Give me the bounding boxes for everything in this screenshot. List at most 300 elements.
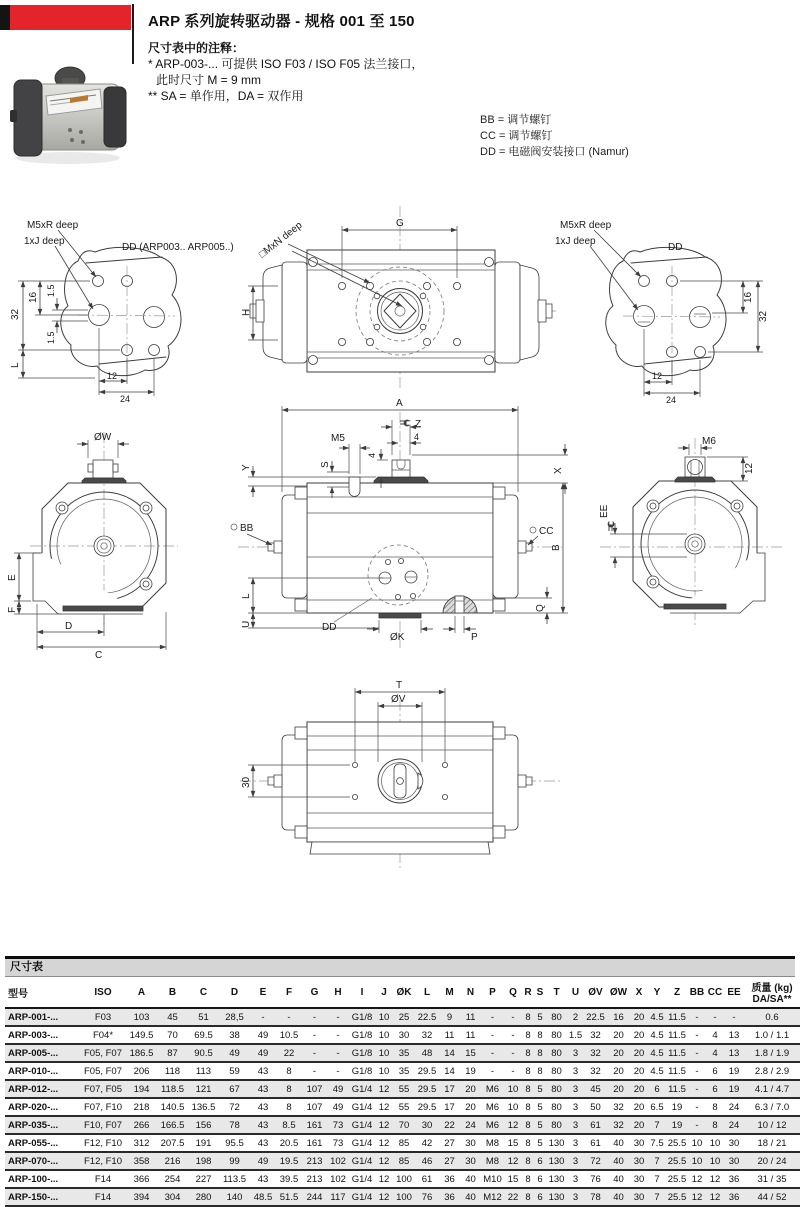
value-cell: 8.5 [282, 1119, 296, 1131]
value-cell: 15 [507, 1173, 519, 1185]
value-cell: 394 [133, 1191, 150, 1203]
value-cell: 9 [446, 1011, 453, 1023]
value-cell: 3 [572, 1191, 579, 1203]
value-cell: 19 [671, 1119, 683, 1131]
value-cell: 20 [633, 1029, 645, 1041]
value-cell: - [695, 1011, 699, 1023]
value-cell: F07, F05 [83, 1083, 123, 1095]
value-cell: 61 [590, 1137, 601, 1149]
value-cell: G1/8 [351, 1011, 373, 1023]
value-cell: 24 [728, 1119, 740, 1131]
value-cell: 10 [507, 1101, 519, 1113]
dimension-data-table [5, 977, 800, 1207]
value-cell: 8 [525, 1065, 531, 1077]
notes-block [148, 40, 423, 104]
value-cell: 40 [613, 1137, 624, 1149]
value-cell: 36 [728, 1173, 740, 1185]
dim-label: 1xJ deep [24, 236, 65, 247]
value-cell: G1/4 [351, 1101, 373, 1113]
value-cell: 304 [164, 1191, 181, 1203]
value-cell: 32 [590, 1047, 601, 1059]
model-cell: ARP-005-... [8, 1047, 59, 1059]
value-cell: 36 [444, 1173, 455, 1185]
value-cell: 7 [654, 1119, 660, 1131]
value-cell: 10 [691, 1155, 703, 1167]
value-cell: 19 [465, 1065, 476, 1077]
table-row [5, 1026, 800, 1044]
page-title: ARP 系列旋转驱动器 - 规格 001 至 150 [148, 13, 415, 30]
value-cell: 43 [257, 1119, 269, 1131]
dim-label: U [241, 620, 252, 628]
value-cell: 5 [537, 1011, 543, 1023]
value-cell: G1/4 [351, 1155, 373, 1167]
header-divider [132, 4, 134, 64]
value-cell: 7 [654, 1191, 660, 1203]
table-row [5, 1116, 800, 1134]
value-cell: 7 [654, 1155, 660, 1167]
dim-label: 12 [652, 371, 663, 381]
dim-label: F [7, 606, 18, 613]
col-header-weight [744, 977, 800, 1008]
col-header: 型号 [8, 988, 28, 1000]
value-cell: 8 [712, 1101, 718, 1113]
col-header: H [334, 986, 342, 998]
value-cell: 130 [548, 1137, 565, 1149]
value-cell: 130 [548, 1155, 565, 1167]
value-cell: 11.5 [668, 1029, 686, 1041]
model-cell: ARP-100-... [8, 1173, 59, 1185]
dim-label: Y [241, 464, 252, 471]
dim-label: T [396, 680, 403, 691]
value-cell: 7.5 [650, 1137, 664, 1149]
weight-header-line1: 质量 (kg) [751, 983, 793, 994]
dim-label: M5 [331, 433, 345, 444]
value-cell: 10.5 [279, 1029, 299, 1041]
value-cell: - [287, 1011, 291, 1023]
value-cell: 25.5 [667, 1137, 687, 1149]
value-cell: 46 [421, 1155, 433, 1167]
end-view-left [7, 432, 178, 661]
value-cell: 8 [286, 1101, 292, 1113]
value-cell: 6.5 [650, 1101, 664, 1113]
value-cell: 17 [444, 1083, 455, 1095]
value-cell: 1.8 / 1.9 [754, 1047, 790, 1059]
table-row [5, 1098, 800, 1116]
value-cell: 118 [164, 1065, 181, 1077]
value-cell: 10 / 12 [757, 1119, 787, 1131]
col-header: CC [707, 986, 723, 998]
value-cell: 20 / 24 [757, 1155, 787, 1167]
value-cell: F12, F10 [83, 1155, 123, 1167]
value-cell: 12 [378, 1101, 390, 1113]
col-header: I [360, 986, 364, 998]
note-line: * ARP-003-... 可提供 ISO F03 / ISO F05 法兰接口， [148, 57, 424, 71]
value-cell: 30 [398, 1029, 410, 1041]
dim-label: P [471, 632, 478, 643]
value-cell: 10 [709, 1137, 721, 1149]
end-view-right [599, 436, 782, 625]
value-cell: 156 [195, 1119, 212, 1131]
value-cell: 87 [167, 1047, 178, 1059]
model-cell: ARP-001-... [8, 1011, 59, 1023]
col-header: BB [689, 986, 705, 998]
value-cell: - [312, 1065, 317, 1077]
model-cell: ARP-012-... [8, 1083, 59, 1095]
dim-label: M5xR deep [27, 220, 79, 231]
notes-heading: 尺寸表中的注释： [148, 41, 245, 55]
dim-label: X [553, 467, 564, 474]
value-cell: 29.5 [417, 1083, 437, 1095]
flange-detail-left [10, 220, 234, 404]
value-cell: 72 [229, 1101, 240, 1113]
value-cell: 40 [613, 1155, 624, 1167]
value-cell: 3 [572, 1083, 579, 1095]
value-cell: - [312, 1029, 317, 1041]
value-cell: 17 [444, 1101, 455, 1113]
value-cell: 12 [691, 1173, 703, 1185]
value-cell: 1.5 [568, 1029, 583, 1041]
value-cell: 8 [525, 1083, 531, 1095]
value-cell: F14 [94, 1191, 112, 1203]
value-cell: 80 [551, 1047, 562, 1059]
value-cell: 102 [330, 1173, 346, 1185]
value-cell: 12 [378, 1173, 390, 1185]
col-header: R [524, 986, 532, 998]
value-cell: 30 [465, 1137, 476, 1149]
value-cell: 5 [537, 1137, 543, 1149]
value-cell: 19.5 [279, 1155, 299, 1167]
col-header: N [466, 986, 475, 998]
value-cell: 38 [229, 1029, 240, 1041]
value-cell: 4.5 [650, 1011, 664, 1023]
value-cell: - [732, 1011, 736, 1023]
value-cell: 8 [525, 1173, 531, 1185]
dim-label: □MxN deep [257, 219, 305, 261]
value-cell: 70 [398, 1119, 410, 1131]
header-black-tab [0, 5, 10, 30]
col-header: ØW [609, 986, 628, 998]
table-row [5, 1008, 800, 1026]
dim-label: DD (ARP003.. ARP005..) [122, 242, 234, 253]
product-photo [8, 54, 130, 166]
value-cell: 36 [444, 1191, 455, 1203]
value-cell: 103 [133, 1011, 150, 1023]
col-header: D [230, 986, 239, 998]
value-cell: 80 [551, 1101, 562, 1113]
value-cell: 107 [306, 1101, 323, 1113]
value-cell: 140 [226, 1191, 243, 1203]
value-cell: - [511, 1029, 515, 1041]
value-cell: 8 [525, 1101, 531, 1113]
value-cell: 13 [728, 1029, 740, 1041]
value-cell: 90.5 [194, 1047, 213, 1059]
value-cell: 28,5 [225, 1011, 244, 1023]
value-cell: G1/8 [351, 1047, 373, 1059]
value-cell: 48 [421, 1047, 433, 1059]
col-header: P [489, 986, 496, 998]
dim-label: C [95, 650, 103, 661]
dim-label: 4 [414, 432, 420, 442]
dim-label: A [396, 398, 403, 409]
value-cell: 149.5 [129, 1029, 154, 1041]
value-cell: 80 [551, 1083, 562, 1095]
value-cell: 99 [229, 1155, 240, 1167]
value-cell: 32 [613, 1101, 624, 1113]
value-cell: 20 [465, 1101, 476, 1113]
value-cell: 27 [444, 1155, 455, 1167]
value-cell: 43 [257, 1173, 269, 1185]
value-cell: 22 [444, 1119, 455, 1131]
value-cell: 4 [712, 1047, 718, 1059]
value-cell: 25 [398, 1011, 410, 1023]
value-cell: 20 [613, 1047, 624, 1059]
value-cell: 118.5 [160, 1083, 185, 1095]
dim-label: S [320, 461, 331, 468]
value-cell: G1/4 [351, 1137, 373, 1149]
dim-label: G [396, 218, 404, 229]
table-row [5, 1044, 800, 1062]
value-cell: - [511, 1065, 515, 1077]
value-cell: 194 [133, 1083, 150, 1095]
value-cell: 8 [537, 1065, 543, 1077]
dim-label: 1xJ deep [555, 236, 596, 247]
dim-label: 30 [241, 776, 252, 788]
value-cell: 15 [507, 1137, 519, 1149]
col-header: Y [653, 986, 661, 998]
value-cell: 11.5 [668, 1011, 686, 1023]
value-cell: G1/4 [351, 1119, 373, 1131]
col-header: S [536, 986, 544, 998]
value-cell: 43 [257, 1083, 269, 1095]
col-header: X [635, 986, 643, 998]
value-cell: 29.5 [417, 1065, 437, 1077]
value-cell: 12 [378, 1155, 390, 1167]
value-cell: 8 [712, 1119, 718, 1131]
value-cell: 20 [633, 1011, 645, 1023]
dim-label: E [7, 574, 18, 581]
dim-label: 24 [666, 395, 677, 405]
col-header: G [310, 986, 319, 998]
value-cell: 10 [378, 1011, 390, 1023]
value-cell: - [336, 1011, 340, 1023]
value-cell: 10 [691, 1137, 703, 1149]
value-cell: F14 [94, 1173, 112, 1185]
value-cell: 4 [712, 1029, 718, 1041]
value-cell: 6 [712, 1065, 718, 1077]
value-cell: 32 [613, 1119, 624, 1131]
value-cell: 207.5 [160, 1137, 185, 1149]
value-cell: 43 [257, 1101, 269, 1113]
weight-header-line2: DA/SA** [752, 994, 792, 1005]
value-cell: 30 [728, 1155, 740, 1167]
value-cell: G1/8 [351, 1065, 373, 1077]
value-cell: 78 [229, 1119, 240, 1131]
value-cell: 51.5 [279, 1191, 299, 1203]
value-cell: 48.5 [253, 1191, 273, 1203]
value-cell: 12 [378, 1137, 390, 1149]
value-cell: 29.5 [417, 1101, 437, 1113]
value-cell: 67 [229, 1083, 240, 1095]
value-cell: 8 [525, 1155, 531, 1167]
value-cell: F04* [92, 1029, 114, 1041]
value-cell: 85 [398, 1155, 410, 1167]
value-cell: 11 [465, 1011, 476, 1023]
col-header: E [259, 986, 267, 998]
value-cell: 40 [465, 1173, 476, 1185]
value-cell: 227 [195, 1173, 212, 1185]
value-cell: 40 [465, 1191, 476, 1203]
value-cell: - [312, 1047, 317, 1059]
value-cell: 12 [378, 1191, 390, 1203]
dim-label: 12 [744, 462, 755, 474]
value-cell: 25.5 [667, 1191, 687, 1203]
value-cell: 3 [572, 1101, 579, 1113]
value-cell: 49 [229, 1047, 240, 1059]
value-cell: 49 [332, 1083, 344, 1095]
value-cell: - [695, 1047, 699, 1059]
value-cell: 55 [398, 1083, 410, 1095]
value-cell: 186.5 [129, 1047, 154, 1059]
table-row [5, 1170, 800, 1188]
value-cell: 3 [572, 1119, 579, 1131]
dim-label: D [65, 621, 73, 632]
value-cell: - [511, 1047, 515, 1059]
value-cell: 20 [633, 1119, 645, 1131]
dim-label: ØV [391, 694, 406, 705]
value-cell: 22 [283, 1047, 295, 1059]
value-cell: 73 [332, 1119, 344, 1131]
value-cell: 11.5 [668, 1047, 686, 1059]
value-cell: 1.0 / 1.1 [754, 1029, 790, 1041]
value-cell: 4.1 / 4.7 [754, 1083, 790, 1095]
header-red-tab [10, 5, 131, 30]
value-cell: 31 / 35 [757, 1173, 787, 1185]
value-cell: 10 [709, 1155, 721, 1167]
value-cell: F05, F07 [83, 1047, 123, 1059]
value-cell: 11.5 [668, 1065, 686, 1077]
value-cell: 12 [709, 1191, 721, 1203]
value-cell: 30 [728, 1137, 740, 1149]
value-cell: 6 [537, 1173, 543, 1185]
value-cell: 20 [633, 1065, 645, 1077]
dim-label: L [241, 593, 252, 599]
front-view [241, 206, 556, 390]
value-cell: 100 [396, 1191, 412, 1203]
note-line: 此时尺寸 M = 9 mm [156, 73, 262, 87]
value-cell: - [713, 1011, 717, 1023]
value-cell: G1/4 [351, 1083, 373, 1095]
value-cell: 24 [728, 1101, 740, 1113]
model-cell: ARP-003-... [8, 1029, 59, 1041]
value-cell: 51 [198, 1011, 209, 1023]
value-cell: 39.5 [279, 1173, 299, 1185]
value-cell: 49 [332, 1101, 344, 1113]
value-cell: 22.5 [586, 1011, 605, 1023]
table-row [5, 1134, 800, 1152]
wrench-icon [608, 520, 615, 532]
value-cell: 42 [421, 1137, 433, 1149]
value-cell: 6.3 / 7.0 [754, 1101, 790, 1113]
table-row [5, 1080, 800, 1098]
value-cell: 40 [613, 1173, 624, 1185]
dim-label: 12 [107, 371, 118, 381]
value-cell: 19 [728, 1065, 740, 1077]
value-cell: M6 [485, 1101, 500, 1113]
value-cell: 117 [330, 1191, 346, 1203]
value-cell: 6 [537, 1155, 543, 1167]
dim-label: M6 [702, 436, 716, 447]
value-cell: 20 [613, 1029, 624, 1041]
value-cell: 130 [548, 1173, 565, 1185]
value-cell: 73 [332, 1137, 344, 1149]
value-cell: 2 [572, 1011, 579, 1023]
value-cell: 45 [167, 1011, 178, 1023]
value-cell: 12 [709, 1173, 721, 1185]
value-cell: 4.5 [650, 1065, 664, 1077]
value-cell: 6 [537, 1191, 543, 1203]
value-cell: 95.5 [225, 1137, 244, 1149]
value-cell: 358 [133, 1155, 150, 1167]
value-cell: 30 [465, 1155, 476, 1167]
value-cell: 70 [167, 1029, 178, 1041]
value-cell: G1/4 [351, 1191, 373, 1203]
value-cell: 50 [590, 1101, 601, 1113]
value-cell: 113 [195, 1065, 212, 1077]
model-cell: ARP-035-... [8, 1119, 59, 1131]
value-cell: 266 [133, 1119, 150, 1131]
col-header: A [137, 986, 146, 998]
value-cell: 218 [133, 1101, 150, 1113]
value-cell: 20 [465, 1083, 476, 1095]
value-cell: 43 [257, 1137, 269, 1149]
dim-label: M5xR deep [560, 220, 612, 231]
note-line: ** SA = 单作用，DA = 双作用 [148, 89, 304, 103]
value-cell: 80 [551, 1029, 562, 1041]
dim-label: 1.5 [46, 284, 56, 297]
dim-label: EE [599, 504, 610, 518]
value-cell: 24 [465, 1119, 476, 1131]
value-cell: 191 [195, 1137, 212, 1149]
value-cell: 6 [654, 1083, 660, 1095]
value-cell: 49 [257, 1029, 269, 1041]
value-cell: F10, F07 [83, 1119, 123, 1131]
value-cell: 45 [590, 1083, 601, 1095]
value-cell: 25.5 [667, 1155, 687, 1167]
value-cell: - [336, 1065, 340, 1077]
value-cell: 2.8 / 2.9 [754, 1065, 790, 1077]
value-cell: - [261, 1011, 265, 1023]
value-cell: 30 [633, 1137, 645, 1149]
value-cell: 44 / 52 [757, 1191, 787, 1203]
value-cell: 20 [633, 1047, 645, 1059]
model-cell: ARP-020-... [8, 1101, 59, 1113]
table-row [5, 1062, 800, 1080]
value-cell: 11 [444, 1029, 455, 1041]
value-cell: M10 [483, 1173, 502, 1185]
value-cell: 69.5 [194, 1029, 213, 1041]
value-cell: 10 [507, 1083, 519, 1095]
value-cell: 12 [378, 1083, 390, 1095]
col-header: EE [727, 986, 741, 998]
value-cell: 22 [507, 1191, 519, 1203]
value-cell: 312 [133, 1137, 150, 1149]
value-cell: M6 [485, 1083, 500, 1095]
value-cell: 12 [378, 1119, 390, 1131]
value-cell: 40 [613, 1191, 624, 1203]
value-cell: 3 [572, 1155, 579, 1167]
value-cell: 8 [525, 1191, 531, 1203]
col-header: ØK [396, 986, 412, 998]
